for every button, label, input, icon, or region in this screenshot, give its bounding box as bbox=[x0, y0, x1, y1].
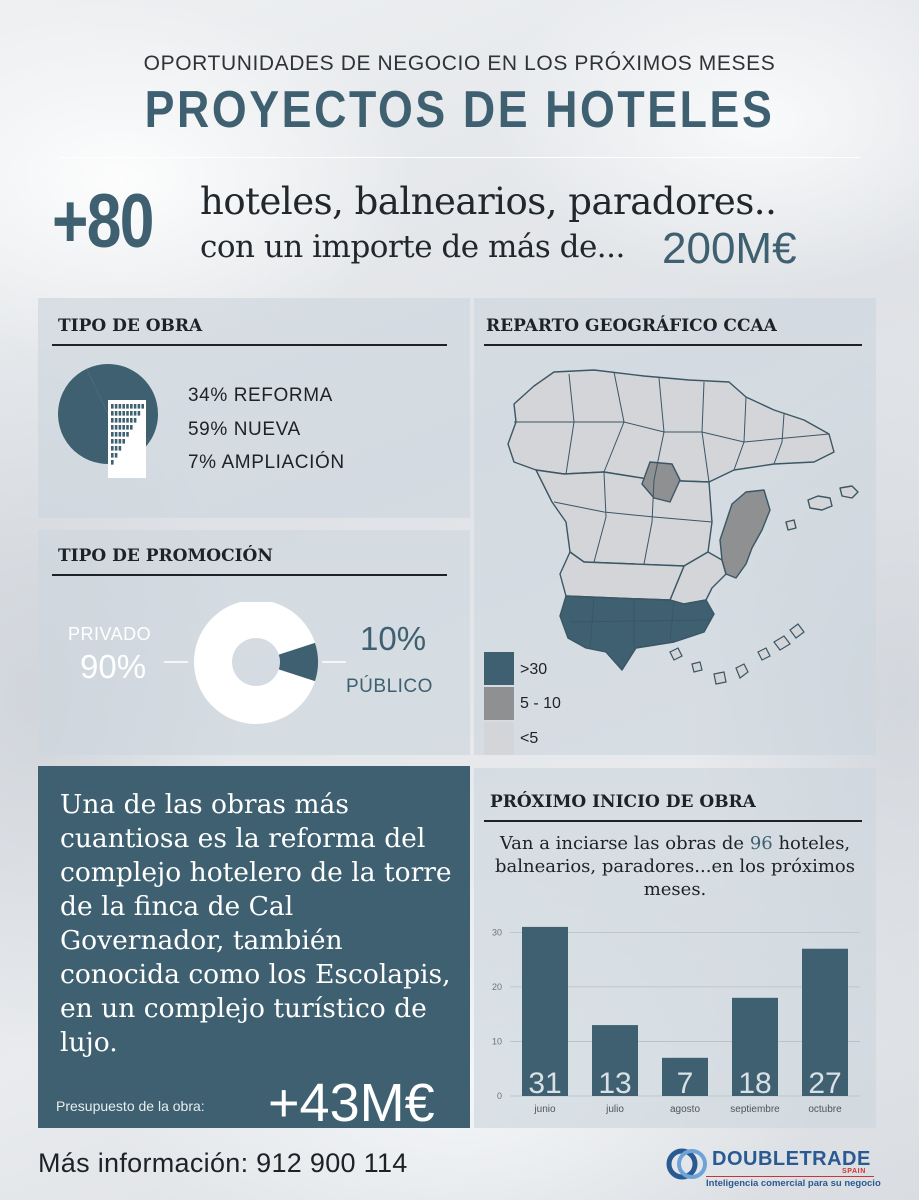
legend-label-mid: 5 - 10 bbox=[520, 695, 561, 712]
legend-swatch-mid bbox=[484, 687, 514, 720]
spain-map bbox=[474, 352, 876, 712]
budget-label: Presupuesto de la obra: bbox=[56, 1098, 205, 1114]
geografico-title-rule bbox=[484, 344, 862, 346]
x-tick-label: agosto bbox=[669, 1104, 701, 1115]
y-tick-label: 10 bbox=[491, 1036, 502, 1047]
legend-swatch-high bbox=[484, 652, 514, 685]
publico-value: 10% bbox=[360, 620, 427, 657]
building-icon bbox=[108, 400, 146, 478]
inicio-desc-before: Van a inciarse las obras de bbox=[499, 833, 745, 854]
bar-value-label: 31 bbox=[528, 1067, 562, 1100]
map-region-baleares-1 bbox=[808, 496, 832, 510]
brand-underline bbox=[706, 1176, 874, 1177]
tipo-promocion-title-rule bbox=[52, 574, 447, 576]
doubletrade-logo-icon bbox=[666, 1144, 710, 1184]
tipo-promocion-title: TIPO DE PROMOCIÓN bbox=[58, 546, 273, 566]
promocion-donut bbox=[194, 602, 318, 724]
geografico-title: REPARTO GEOGRÁFICO CCAA bbox=[486, 316, 777, 336]
map-region-baleares-2 bbox=[840, 486, 858, 498]
tipo-promocion-panel bbox=[38, 530, 470, 755]
intro-line-2: con un importe de más de... bbox=[200, 229, 625, 265]
intro-line-1: hoteles, balnearios, paradores.. bbox=[200, 180, 777, 223]
total-amount: 200M€ bbox=[662, 224, 797, 273]
brand-country: SPAIN bbox=[842, 1168, 866, 1175]
inicio-title-rule bbox=[484, 820, 862, 822]
y-tick-label: 20 bbox=[491, 981, 502, 992]
x-tick-label: octubre bbox=[808, 1104, 842, 1115]
tipo-obra-item-nueva: 59% NUEVA bbox=[188, 419, 301, 440]
proximo-inicio-panel bbox=[474, 768, 876, 1128]
tipo-obra-panel bbox=[38, 298, 470, 518]
privado-label: PRIVADO bbox=[68, 624, 152, 644]
tipo-obra-chart bbox=[56, 362, 196, 482]
brand-name: DOUBLETRADE bbox=[712, 1148, 871, 1170]
tipo-obra-title: TIPO DE OBRA bbox=[58, 316, 203, 336]
inicio-title: PRÓXIMO INICIO DE OBRA bbox=[490, 792, 756, 812]
page-title: PROYECTOS DE HOTELES bbox=[144, 81, 775, 139]
more-info-phone: Más información: 912 900 114 bbox=[38, 1148, 408, 1178]
bar-value-label: 13 bbox=[598, 1067, 632, 1100]
y-tick-label: 0 bbox=[496, 1091, 502, 1101]
map-region-center bbox=[536, 470, 712, 566]
legend-swatch-low bbox=[484, 722, 514, 755]
budget-value: +43M€ bbox=[268, 1073, 435, 1133]
map-region-andalucia bbox=[560, 596, 714, 670]
x-tick-label: septiembre bbox=[730, 1104, 780, 1115]
promocion-donut-chart bbox=[162, 602, 374, 732]
inicio-description bbox=[482, 832, 868, 901]
map-region-baleares-3 bbox=[786, 520, 796, 530]
header-divider bbox=[60, 157, 860, 158]
legend-label-high: >30 bbox=[520, 661, 548, 678]
x-tick-label: junio bbox=[534, 1104, 556, 1115]
legend-label-low: <5 bbox=[520, 730, 539, 747]
brand-tagline: Inteligencia comercial para su negocio bbox=[706, 1178, 881, 1189]
bar-value-label: 18 bbox=[738, 1067, 772, 1100]
hotel-count: +80 bbox=[52, 179, 153, 264]
bar-value-label: 7 bbox=[676, 1067, 694, 1100]
inicio-desc-number: 96 bbox=[749, 833, 773, 854]
tipo-obra-item-ampliacion: 7% AMPLIACIÓN bbox=[188, 452, 345, 473]
x-tick-label: julio bbox=[606, 1104, 624, 1115]
header-subtitle: OPORTUNIDADES DE NEGOCIO EN LOS PRÓXIMOS MESES bbox=[143, 52, 776, 75]
y-tick-label: 30 bbox=[491, 927, 502, 938]
inicio-bar-chart bbox=[474, 910, 876, 1128]
privado-value: 90% bbox=[80, 648, 147, 685]
inicio-desc-after: hoteles, balnearios, paradores...en los próximos meses. bbox=[494, 833, 855, 900]
map-region-gray-2 bbox=[720, 490, 770, 578]
bar-value-label: 27 bbox=[808, 1067, 842, 1100]
tipo-obra-item-reforma: 34% REFORMA bbox=[188, 385, 333, 406]
publico-label: PÚBLICO bbox=[346, 676, 433, 697]
tipo-obra-title-rule bbox=[52, 344, 447, 346]
featured-project-text: Una de las obras más cuantiosa es la reforma del complejo hotelero de la torre de la finca de Cal Governador, también conocida como los Escolapis, en un complejo turístico de lujo. bbox=[60, 789, 452, 1058]
reparto-geografico-panel bbox=[474, 298, 876, 755]
